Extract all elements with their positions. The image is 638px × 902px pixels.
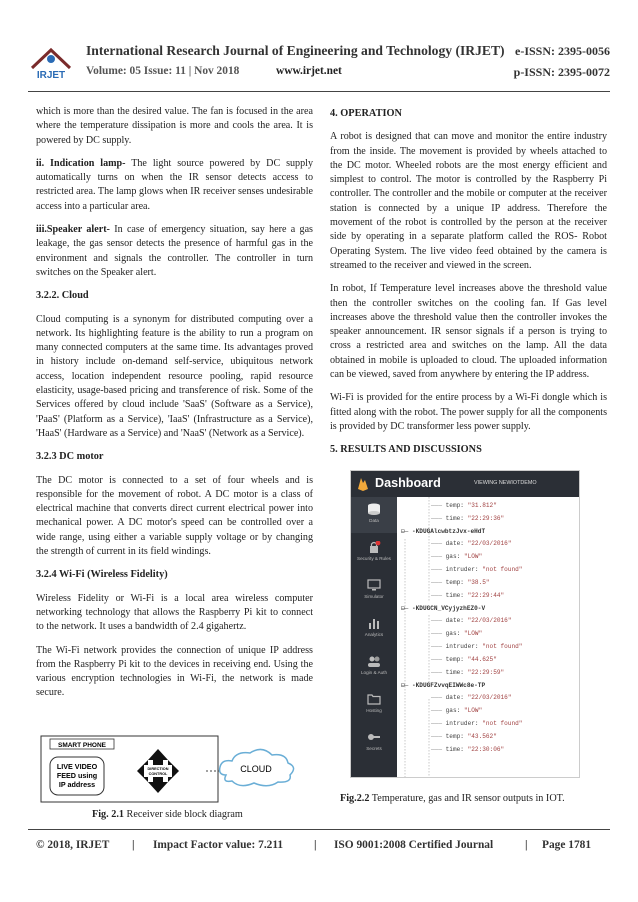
figure-2-1-caption bbox=[92, 809, 243, 820]
left-column bbox=[36, 105, 313, 710]
tree-branch: ─── bbox=[431, 579, 446, 586]
tree-field-value: "LOW" bbox=[463, 707, 483, 714]
tree-field-key: temp bbox=[445, 579, 461, 586]
tree-branch: ─── bbox=[431, 630, 446, 637]
tree-branch: ─── bbox=[431, 553, 446, 560]
tree-field: ─── temp: "43.562" bbox=[431, 733, 497, 740]
tree-node-key: -KDUGCN_VCyjyzhEZ0-V bbox=[411, 605, 486, 612]
tree-branch: ─── bbox=[431, 669, 446, 676]
tree-field-key: gas bbox=[445, 553, 457, 560]
tree-node[interactable] bbox=[401, 527, 485, 536]
journal-title: International Research Journal of Engineering and Technology (IRJET) bbox=[86, 43, 505, 58]
tree-node-key: -KDUGAlcwbtzJvx-eHdT bbox=[411, 528, 486, 535]
sidebar-item-data[interactable] bbox=[351, 497, 397, 533]
volume-issue: Volume: 05 Issue: 11 | Nov 2018 bbox=[86, 65, 240, 77]
footer-impact-factor: Impact Factor value: 7.211 bbox=[153, 839, 284, 851]
footer-rule bbox=[28, 829, 610, 830]
sidebar-label-data: Data bbox=[369, 518, 379, 523]
paragraph-cloud: Cloud computing is a synonym for distributed computing over a network. Its highlighting feature is the ability to run a program on many connected computers at the same time. Its advantages proved in history include on-demand self-service, ubiquitous network access, location independent resource pooling, rapid resource elasticity, usage-based pricing and transference of risk. Some of the Services offered by cloud include 'SaaS' (Software as a Service), 'PaaS' (Platform as a Service), 'IaaS' (Infrastructure as a Service), 'HaaS' (Hardware as a Service) and 'NaaS' (Network as a Service). bbox=[36, 313, 313, 439]
tree-field: ─── gas: "LOW" bbox=[431, 630, 483, 637]
tree-branch: ─── bbox=[431, 540, 446, 547]
sidebar-label-secrets: Secrets bbox=[366, 746, 382, 751]
dashboard-title: Dashboard bbox=[375, 476, 441, 490]
tree-field-value: "38.5" bbox=[467, 579, 490, 586]
lock-icon bbox=[367, 541, 381, 553]
tree-field: ─── temp: "38.5" bbox=[431, 579, 490, 586]
paragraph-dc-motor: The DC motor is connected to a set of four wheels and is responsible for the movement of robot. A DC motor is a class of electrical machine that converts direct current electrical power into mechanical power. A DC motor's speed can be controlled over a wide range, using either a variable supply voltage or by changing the strength of current in its field windings. bbox=[36, 474, 313, 558]
sidebar-label-hosting: Hosting bbox=[366, 708, 382, 713]
tree-field-key: time bbox=[445, 669, 461, 676]
lamp-label: ii. Indication lamp- bbox=[36, 157, 126, 169]
tree-field-key: intruder bbox=[445, 643, 475, 650]
tree-field: ─── gas: "LOW" bbox=[431, 553, 483, 560]
tree-field-key: gas bbox=[445, 630, 457, 637]
paragraph-lamp bbox=[36, 157, 313, 214]
p-issn: p-ISSN: 2395-0072 bbox=[513, 65, 610, 79]
tree-branch: ─── bbox=[431, 694, 446, 701]
tree-field: ─── temp: "44.625" bbox=[431, 656, 497, 663]
tree-field-value: "not found" bbox=[482, 720, 523, 727]
tree-field-key: gas bbox=[445, 707, 457, 714]
bar-chart-icon bbox=[367, 617, 381, 629]
heading-cloud: 3.2.2. Cloud bbox=[36, 290, 89, 302]
tree-field-value: "31.812" bbox=[467, 502, 497, 509]
tree-branch: ─── bbox=[431, 733, 446, 740]
tree-node-key: -KDUGFZvvqEIWWc8e-TP bbox=[411, 682, 486, 689]
heading-wifi: 3.2.4 Wi-Fi (Wireless Fidelity) bbox=[36, 569, 168, 581]
tree-field-value: "43.562" bbox=[467, 733, 497, 740]
live-video-line2: FEED using bbox=[56, 771, 98, 780]
dashboard-topbar bbox=[351, 471, 580, 497]
footer-separator-2: | bbox=[314, 839, 317, 851]
sidebar-item-secrets[interactable] bbox=[351, 725, 397, 761]
database-icon bbox=[367, 503, 381, 515]
tree-field: ─── date: "22/03/2016" bbox=[431, 694, 512, 701]
footer-page-number: Page 1781 bbox=[542, 839, 592, 851]
sidebar-label-simulator: Simulator bbox=[364, 594, 384, 599]
tree-field-key: intruder bbox=[445, 720, 475, 727]
tree-field-key: intruder bbox=[445, 566, 475, 573]
tree-field-value: "22:29:36" bbox=[467, 515, 505, 522]
tree-field-key: time bbox=[445, 592, 461, 599]
tree-branch: ─── bbox=[431, 617, 446, 624]
tree-field-value: "44.625" bbox=[467, 656, 497, 663]
viewing-project[interactable]: VIEWING NEWIOTDEMO bbox=[474, 480, 537, 486]
tree-field-value: "22:29:44" bbox=[467, 592, 505, 599]
paragraph-operation-2: In robot, If Temperature level increases above the threshold value then the controller switches on the cooling fan. If Gas level increases above the threshold value then the controller invokes the speaker announcement. IR sensor signals if a person is trying to cross a restricted area and switches on the lamp. All the data obtained in mobile is uploaded to cloud. The uploaded information can be viewed, saved from anywhere by entering the IP address. bbox=[330, 283, 607, 381]
users-icon bbox=[367, 655, 381, 667]
footer-iso: ISO 9001:2008 Certified Journal bbox=[334, 839, 494, 851]
sidebar-item-analytics[interactable] bbox=[351, 611, 397, 647]
fig1-caption-text: Receiver side block diagram bbox=[123, 809, 243, 820]
sidebar-item-login-auth[interactable] bbox=[351, 649, 397, 685]
paragraph-wifi-1: Wireless Fidelity or Wi-Fi is a local area wireless computer networking technology that allows the Raspberry Pi kit to connect to the network. It uses a bandwidth of 2.4 gigahertz. bbox=[36, 592, 313, 633]
tree-field-value: "22/03/2016" bbox=[467, 694, 512, 701]
tree-field-key: date bbox=[445, 617, 461, 624]
sidebar-item-security[interactable] bbox=[351, 535, 397, 571]
tree-branch: ─── bbox=[431, 656, 446, 663]
tree-branch: ─── bbox=[431, 707, 446, 714]
tree-branch: ─── bbox=[431, 720, 446, 727]
right-column bbox=[330, 105, 607, 467]
sidebar-label-analytics: Analytics bbox=[364, 632, 384, 637]
firebase-logo-icon bbox=[357, 477, 369, 491]
paragraph-wifi-2: The Wi-Fi network provides the connection of unique IP address from the Raspberry Pi kit to the devices in receiving end. Using the various encryption technologies in Wi-Fi, the network is made secure. bbox=[36, 644, 313, 699]
e-issn: e-ISSN: 2395-0056 bbox=[515, 44, 610, 58]
tree-field: ─── time: "22:29:36" bbox=[431, 515, 505, 522]
tree-field: ─── temp: "31.812" bbox=[431, 502, 497, 509]
footer-copyright: © 2018, IRJET bbox=[36, 839, 110, 851]
dashboard-sidebar bbox=[351, 497, 397, 778]
tree-field-key: temp bbox=[445, 502, 461, 509]
tree-field: ─── intruder: "not found" bbox=[431, 720, 523, 727]
tree-field-value: "LOW" bbox=[463, 630, 483, 637]
sidebar-item-hosting[interactable] bbox=[351, 687, 397, 723]
tree-field: ─── time: "22:29:59" bbox=[431, 669, 505, 676]
fig2-label: Fig.2.2 bbox=[340, 793, 370, 804]
tree-field: ─── intruder: "not found" bbox=[431, 566, 523, 573]
tree-branch: ─── bbox=[431, 502, 446, 509]
direction-line2: CONTROL bbox=[148, 772, 168, 776]
collapse-toggle-icon[interactable]: ⊟─ bbox=[401, 605, 412, 612]
smartphone-label: SMART PHONE bbox=[57, 742, 107, 749]
collapse-toggle-icon[interactable]: ⊟─ bbox=[401, 528, 412, 535]
live-video-line1: LIVE VIDEO bbox=[56, 762, 98, 771]
receiver-block-diagram bbox=[40, 735, 302, 803]
folder-icon bbox=[367, 693, 381, 705]
sidebar-item-simulator[interactable] bbox=[351, 573, 397, 609]
tree-field-value: "not found" bbox=[482, 566, 523, 573]
tree-field-value: "22/03/2016" bbox=[467, 540, 512, 547]
tree-branch: ─── bbox=[431, 592, 446, 599]
tree-node[interactable] bbox=[401, 681, 485, 690]
speaker-text: In case of emergency situation, say here a gas leakage, the gas sensor detects the presence of harmful gas in the environment and signals the controller. The controller in turn switches on the Speaker alert. bbox=[36, 224, 313, 278]
sidebar-label-login-auth: Login & Auth bbox=[360, 670, 388, 675]
key-icon bbox=[367, 731, 381, 743]
tree-field-value: "22:29:59" bbox=[467, 669, 505, 676]
paragraph-speaker bbox=[36, 223, 313, 280]
figure-2-2-caption bbox=[340, 793, 565, 804]
tree-field-key: date bbox=[445, 540, 461, 547]
paragraph-operation-3: Wi-Fi is provided for the entire process by a Wi-Fi dongle which is fitted along with the robot. The power supply for all the components is provided by DC transformer less power supply. bbox=[330, 392, 607, 432]
speaker-label: iii.Speaker alert- bbox=[36, 224, 110, 236]
lamp-text: The light source powered by DC supply automatically turns on when the IR sensor detects access to restricted area. The lamp glows when IR receiver senses undesirable access into a particular area. bbox=[36, 157, 313, 212]
direction-line1: DIRECTION bbox=[147, 767, 169, 771]
paragraph-fan: which is more than the desired value. The fan is focused in the area where the temperature dissipation is more and cools the area. It is powered by DC supply. bbox=[36, 106, 313, 146]
tree-field: ─── time: "22:30:06" bbox=[431, 746, 505, 753]
footer-separator-3: | bbox=[525, 839, 528, 851]
sidebar-label-security: Security & Rules bbox=[357, 556, 391, 561]
tree-field-key: time bbox=[445, 746, 461, 753]
heading-operation: 4. OPERATION bbox=[330, 108, 402, 119]
tree-field: ─── time: "22:29:44" bbox=[431, 592, 505, 599]
collapse-toggle-icon[interactable]: ⊟─ bbox=[401, 682, 412, 689]
fig2-caption-text: Temperature, gas and IR sensor outputs in IOT. bbox=[369, 793, 565, 804]
tree-field: ─── gas: "LOW" bbox=[431, 707, 483, 714]
firebase-dashboard-screenshot bbox=[350, 470, 580, 778]
logo-text: IRJET bbox=[36, 70, 66, 81]
tree-field-key: time bbox=[445, 515, 461, 522]
fig1-label: Fig. 2.1 bbox=[92, 809, 124, 820]
tree-branch: ─── bbox=[431, 515, 446, 522]
live-video-line3: IP address bbox=[58, 780, 96, 789]
tree-field-key: date bbox=[445, 694, 461, 701]
tree-node[interactable] bbox=[401, 604, 485, 613]
heading-results: 5. RESULTS AND DISCUSSIONS bbox=[330, 444, 482, 456]
irjet-logo bbox=[28, 44, 74, 82]
page-header bbox=[28, 40, 610, 90]
header-rule bbox=[28, 91, 610, 92]
website-link[interactable]: www.irjet.net bbox=[276, 65, 342, 77]
tree-field: ─── date: "22/03/2016" bbox=[431, 540, 512, 547]
footer-separator-1: | bbox=[132, 839, 135, 851]
tree-field-value: "22:30:06" bbox=[467, 746, 505, 753]
paragraph-operation-1: A robot is designed that can move and monitor the entire industry from the inside. The movement is provided by wheels attached to the DC motor. Wheeled robots are the most energy efficient and simplest to control. The motor is controlled by the Raspberry Pi controller. The controller and the mobile or computer at the receiver station is connected by a unique IP address. Therefore the movement of the robot is controlled by the person at the receiver side by operating in a separate platform called the ROS- Robot Operating System. The live video feed obtained by the camera is streamed to the receiver and viewed in the screen. bbox=[330, 131, 607, 271]
tree-branch: ─── bbox=[431, 746, 446, 753]
monitor-icon bbox=[367, 579, 381, 591]
tree-field-key: temp bbox=[445, 656, 461, 663]
tree-field-value: "22/03/2016" bbox=[467, 617, 512, 624]
heading-dc-motor: 3.2.3 DC motor bbox=[36, 451, 104, 463]
cloud-label: CLOUD bbox=[240, 764, 272, 774]
data-tree bbox=[399, 497, 580, 778]
tree-field-value: "LOW" bbox=[463, 553, 483, 560]
tree-branch: ─── bbox=[431, 566, 446, 573]
tree-field: ─── date: "22/03/2016" bbox=[431, 617, 512, 624]
tree-field-value: "not found" bbox=[482, 643, 523, 650]
tree-branch: ─── bbox=[431, 643, 446, 650]
tree-field: ─── intruder: "not found" bbox=[431, 643, 523, 650]
tree-field-key: temp bbox=[445, 733, 461, 740]
